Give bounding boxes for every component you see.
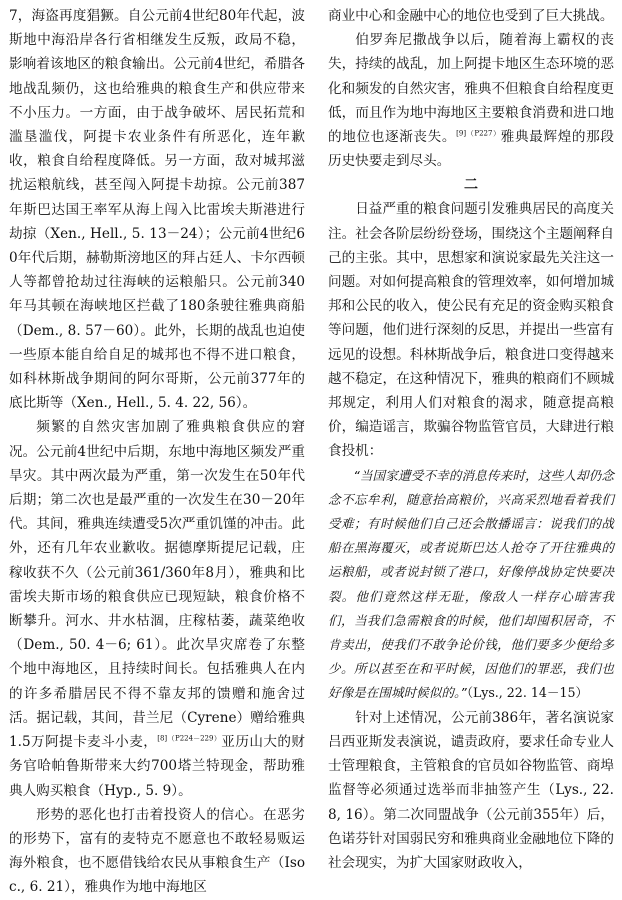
paragraph-text: 雅典最辉煌的那段历史快要走到尽头。 bbox=[328, 129, 615, 170]
paragraph-investor-confidence: 形势的恶化也打击着投资人的信心。在恶劣的形势下，富有的麦特克不愿意也不敢轻易贩运海外粮食，也不愿借钱给农民从事粮食生产（Isoc., 6. 21），雅典作为地中海地区 bbox=[9, 806, 305, 896]
quote-citation: （Lys., 22. 14－15） bbox=[466, 685, 589, 701]
paragraph-natural-disasters bbox=[9, 415, 305, 802]
citation-marker: [9]（P227） bbox=[456, 129, 501, 138]
right-column bbox=[328, 4, 614, 875]
paragraph-text: 亚历山大的财务官哈帕鲁斯带来大约700塔兰特现金，帮助雅典人购买粮食（Hyp., 5. 9）。 bbox=[9, 734, 305, 799]
paragraph-after-peloponnesian-war bbox=[328, 28, 614, 173]
block-quote-lysias bbox=[328, 464, 614, 706]
paragraph-piracy-and-war: 7，海盗再度猖獗。自公元前4世纪80年代起，波斯地中海沿岸各行省相继发生反叛，政局不稳，影响着该地区的粮食输出。公元前4世纪，希腊各地战乱频仍，这也给雅典的粮食生产和供应带来不小压力。一方面，由于战争破坏、居民拓荒和滥垦滥伐，阿提卡农业条件有所恶化，连年歉收，粮食自给程度降低。另一方面，敌对城邦滋扰运粮航线，甚至闯入阿提卡劫掠。公元前387年斯巴达国王率军从海上闯入比雷埃夫斯港进行劫掠（Xen., Hell., 5. 13－24）；公元前4世纪60年代后期，赫勒斯滂地区的拜占廷人、卡尔西顿人等都曾抢劫过往海峡的运粮船只。公元前340年马其顿在海峡地区拦截了180条驶往雅典商船（Dem., 8. 57－60）。此外，长期的战乱也迫使一些原本能自给自足的城邦也不得不进口粮食，如科林斯战争期间的阿尔哥斯，公元前377年的底比斯等（Xen., Hell., 5. 4. 22, 56）。 bbox=[9, 8, 305, 412]
paragraph-commerce-center: 商业中心和金融中心的地位也受到了巨大挑战。 bbox=[328, 8, 614, 24]
paragraph-text: 频繁的自然灾害加剧了雅典粮食供应的窘况。公元前4世纪中后期，东地中海地区频发严重旱灾。其中两次最为严重，第一次发生在50年代后期；第二次也是最严重的一次发生在30－20年代。其间，雅典连续遭受5次严重饥馑的冲击。此外，还有几年农业歉收。据德摩斯提尼记载，庄稼收获不久（公元前361/360年8月），雅典和比雷埃夫斯市场的粮食供应已现短缺，粮食价格不断攀升。河水、井水枯涸，庄稼枯萎，蔬菜绝收（Dem., 50. 4－6; 61）。此次旱灾席卷了东整个地中海地区，且持续时间长。包括雅典人在内的许多希腊居民不得不靠友邦的馈赠和施舍过活。据记载，其间，昔兰尼（Cyrene）赠给雅典1.5万阿提卡麦斗小麦， bbox=[9, 419, 305, 751]
paragraph-text: 伯罗奔尼撒战争以后，随着海上霸权的丧失，持续的战乱，加上阿提卡地区生态环境的恶化和频发的自然灾害，雅典不但粮食自给程度更低，而且作为地中海地区主要粮食消费和进口地的地位也逐渐丧失。 bbox=[328, 32, 614, 146]
paragraph-lysias-speech: 针对上述情况，公元前386年，著名演说家吕西亚斯发表演说，谴责政府，要求任命专业人士管理粮食，主管粮食的官员如谷物监管、商埠监督等必须通过选举而非抽签产生（Lys., 22. 8, 16）。第二次同盟战争（公元前355年）后，色诺芬针对国弱民穷和雅典商业金融地位下降的社会现实，为扩大国家财政收入， bbox=[328, 709, 614, 871]
section-heading: 二 bbox=[464, 177, 478, 194]
quote-text: “当国家遭受不幸的消息传来时，这些人却仍念念不忘牟利，随意抬高粮价，兴高采烈地看着我们受难；有时候他们自己还会散播谣言：说我们的战船在黑海覆灭，或者说斯巴达人抢夺了开往雅典的运粮船，或者说封锁了港口，好像停战协定快要决裂。他们竟然这样无耻，像敌人一样存心暗害我们，当我们急需粮食的时候，他们却囤积居奇，不肯卖出，使我们不敢争论价钱，他们要多少便给多少。所以甚至在和平时候，因他们的罪恶，我们也好像是在围城时候似的。” bbox=[328, 467, 614, 701]
citation-marker: [8]（P224－229） bbox=[157, 734, 222, 743]
left-column bbox=[9, 4, 305, 900]
paragraph-grain-problem: 日益严重的粮食问题引发雅典居民的高度关注。社会各阶层纷纷登场，围绕这个主题阐释自己的主张。其中，思想家和演说家最先关注这一问题。对如何提高粮食的管理效率，如何增加城邦和公民的收入，使公民有充足的资金购买粮食等问题，他们进行深刻的反思，并提出一些富有远见的设想。科林斯战争后，粮食进口变得越来越不稳定，在这种情况下，雅典的粮商们不顾城邦规定，利用人们对粮食的渴求，随意提高粮价，编造谣言，欺骗谷物监管官员，大肆进行粮食投机： bbox=[328, 201, 614, 460]
